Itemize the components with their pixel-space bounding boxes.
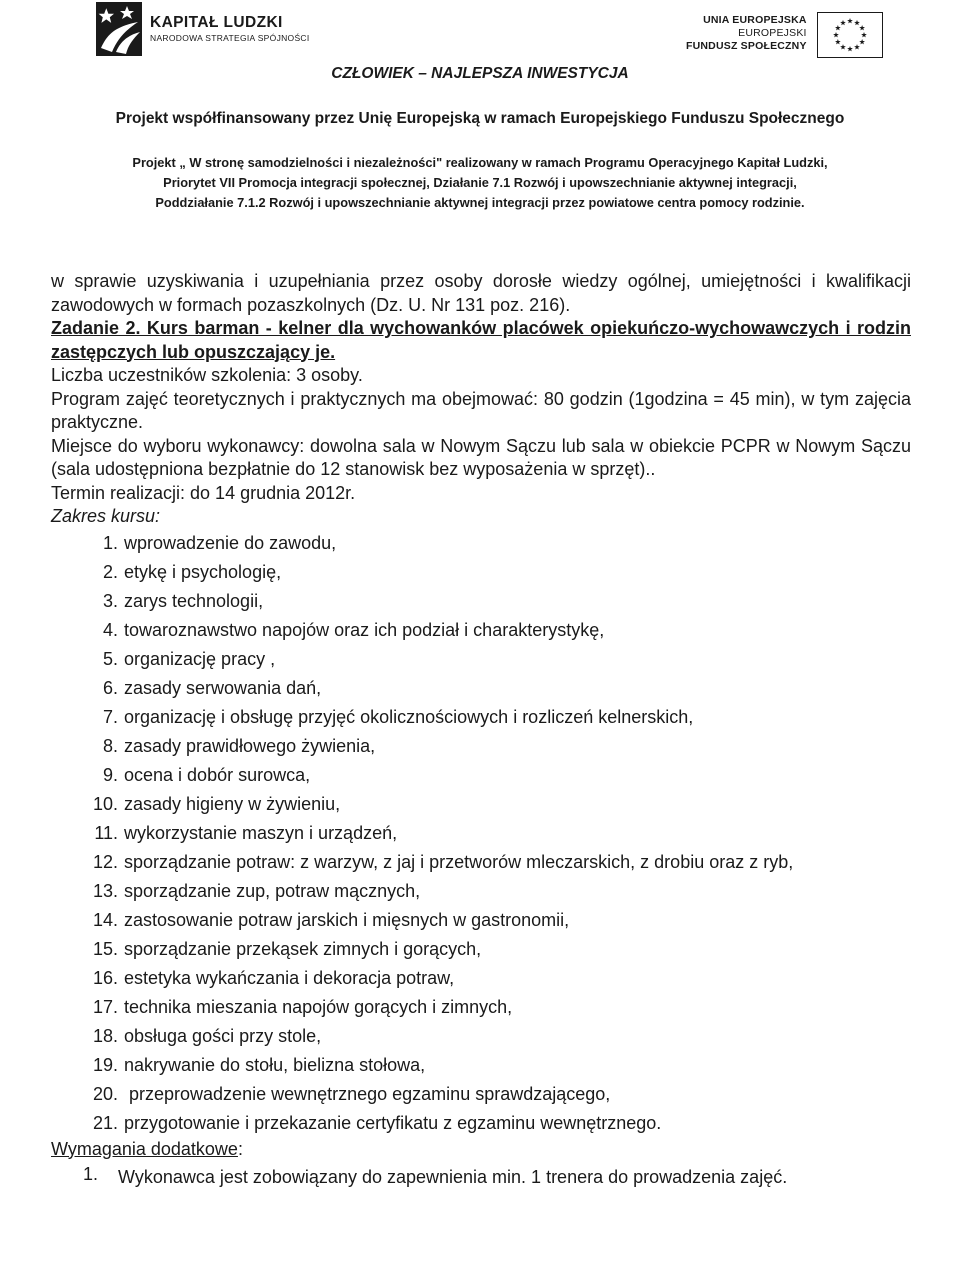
- scope-item-number: 1.: [102, 532, 118, 553]
- program-paragraph: Program zajęć teoretycznych i praktycznych ma obejmować: 80 godzin (1godzina = 45 min), w tym zajęcia praktyczne.: [51, 388, 911, 432]
- scope-item: [51, 732, 911, 761]
- scope-item-text: estetyka wykańczania i dekoracja potraw,: [124, 967, 455, 988]
- scope-label: Zakres kursu:: [51, 506, 161, 526]
- extra-item: [51, 1163, 911, 1192]
- scope-item: [51, 877, 911, 906]
- eu-flag-icon: [817, 12, 883, 58]
- scope-item-number: 15.: [92, 938, 118, 959]
- scope-item-text: sporządzanie przekąsek zimnych i gorących,: [124, 938, 482, 959]
- scope-item: [51, 790, 911, 819]
- document-body: [51, 270, 911, 1192]
- scope-item-text: zasady serwowania dań,: [124, 677, 322, 698]
- scope-item: [51, 906, 911, 935]
- extra-item-text: Wykonawca jest zobowiązany do zapewnienia min. 1 trenera do prowadzenia zajęć.: [118, 1167, 788, 1187]
- kapital-ludzki-logo: [96, 2, 310, 56]
- scope-item-text: wykorzystanie maszyn i urządzeń,: [124, 822, 398, 843]
- project-line-1: Projekt „ W stronę samodzielności i niezależności" realizowany w ramach Programu Operacyjnego Kapitał Ludzki,: [132, 155, 828, 170]
- scope-item-number: 5.: [102, 648, 118, 669]
- kl-subtitle: NARODOWA STRATEGIA SPÓJNOŚCI: [150, 33, 310, 43]
- scope-item-number: 8.: [102, 735, 118, 756]
- scope-item-number: 21.: [92, 1112, 118, 1133]
- scope-item: [51, 529, 911, 558]
- deadline-line: Termin realizacji: do 14 grudnia 2012r.: [51, 482, 356, 503]
- eu-logo: [686, 12, 883, 58]
- scope-list: [51, 529, 911, 1138]
- extra-colon: :: [237, 1138, 243, 1159]
- scope-item: [51, 558, 911, 587]
- scope-item-number: 17.: [92, 996, 118, 1017]
- ue-line-3: FUNDUSZ SPOŁECZNY: [686, 40, 807, 52]
- participants-line: Liczba uczestników szkolenia: 3 osoby.: [51, 365, 363, 385]
- scope-item-text: zasady higieny w żywieniu,: [124, 793, 341, 814]
- intro-paragraph: w sprawie uzyskiwania i uzupełniania przez osoby dorosłe wiedzy ogólnej, umiejętności i kwalifikacji zawodowych w formach pozaszkolnych (Dz. U. Nr 131 poz. 216).: [51, 271, 911, 315]
- scope-item-number: 12.: [92, 851, 118, 872]
- extra-label-line: [51, 1138, 911, 1162]
- scope-item: [51, 1109, 911, 1138]
- scope-item-text: technika mieszania napojów gorących i zimnych,: [124, 996, 513, 1017]
- extra-list: [51, 1163, 911, 1192]
- scope-item-number: 3.: [102, 590, 118, 611]
- scope-item-text: organizację i obsługę przyjęć okolicznościowych i rozliczeń kelnerskich,: [124, 706, 694, 727]
- cofinance-line: Projekt współfinansowany przez Unię Europejską w ramach Europejskiego Funduszu Społecznego: [115, 110, 845, 127]
- ue-line-1: UNIA EUROPEJSKA: [703, 14, 807, 26]
- location-paragraph: Miejsce do wyboru wykonawcy: dowolna sala w Nowym Sączu lub sala w obiekcie PCPR w Nowym Sączu (sala udostępniona bezpłatnie do 12 stanowisk bez wyposażenia w sprzęt)..: [51, 435, 911, 479]
- scope-item-number: 7.: [102, 706, 118, 727]
- scope-item-number: 2.: [102, 561, 118, 582]
- scope-item-text: sporządzanie zup, potraw mącznych,: [124, 880, 421, 901]
- scope-item: [51, 645, 911, 674]
- scope-item-number: 18.: [92, 1025, 118, 1046]
- scope-item-text: zarys technologii,: [124, 590, 264, 611]
- kapital-ludzki-logo-icon: [96, 2, 142, 56]
- scope-item-text: przeprowadzenie wewnętrznego egzaminu sprawdzającego,: [124, 1083, 611, 1104]
- scope-item-text: sporządzanie potraw: z warzyw, z jaj i przetworów mleczarskich, z drobiu oraz z ryb,: [124, 851, 794, 872]
- scope-item: [51, 587, 911, 616]
- task-title: Zadanie 2. Kurs barman - kelner dla wychowanków placówek opiekuńczo-wychowawczych i rodzin zastępczych lub opuszczający je.: [51, 318, 911, 362]
- scope-item: [51, 993, 911, 1022]
- scope-item-number: 16.: [92, 967, 118, 988]
- scope-item: [51, 674, 911, 703]
- scope-item-text: zasady prawidłowego żywienia,: [124, 735, 376, 756]
- scope-item: [51, 1051, 911, 1080]
- scope-item-number: 4.: [102, 619, 118, 640]
- scope-item: [51, 761, 911, 790]
- motto: CZŁOWIEK – NAJLEPSZA INWESTYCJA: [331, 65, 629, 82]
- scope-item-number: 10.: [92, 793, 118, 814]
- scope-item-text: obsługa gości przy stole,: [124, 1025, 322, 1046]
- scope-item-number: 19.: [92, 1054, 118, 1075]
- extra-label: Wymagania dodatkowe: [51, 1138, 238, 1159]
- scope-item-text: przygotowanie i przekazanie certyfikatu z egzaminu wewnętrznego.: [124, 1112, 662, 1133]
- scope-item: [51, 616, 911, 645]
- scope-item-text: organizację pracy ,: [124, 648, 276, 669]
- project-line-2: Priorytet VII Promocja integracji społecznej, Działanie 7.1 Rozwój i upowszechnianie aktywnej integracji,: [163, 175, 797, 190]
- scope-item: [51, 819, 911, 848]
- scope-item-text: etykę i psychologię,: [124, 561, 282, 582]
- scope-item-text: wprowadzenie do zawodu,: [124, 532, 337, 553]
- scope-item: [51, 1022, 911, 1051]
- scope-item-text: zastosowanie potraw jarskich i mięsnych w gastronomii,: [124, 909, 570, 930]
- scope-item: [51, 935, 911, 964]
- scope-item: [51, 848, 911, 877]
- scope-item: [51, 703, 911, 732]
- scope-item-number: 9.: [102, 764, 118, 785]
- scope-item-text: ocena i dobór surowca,: [124, 764, 311, 785]
- scope-item-number: 6.: [102, 677, 118, 698]
- ue-line-2: EUROPEJSKI: [738, 27, 807, 39]
- scope-item-number: 11.: [94, 822, 118, 843]
- scope-item-number: 14.: [92, 909, 118, 930]
- scope-item-text: towaroznawstwo napojów oraz ich podział i charakterystykę,: [124, 619, 605, 640]
- scope-item: [51, 964, 911, 993]
- document-header: [0, 0, 960, 215]
- scope-item: [51, 1080, 911, 1109]
- kl-title: KAPITAŁ LUDZKI: [150, 14, 283, 31]
- project-line-3: Poddziałanie 7.1.2 Rozwój i upowszechnianie aktywnej integracji przez powiatowe centra pomocy rodzinie.: [155, 195, 805, 210]
- scope-item-number: 13.: [92, 880, 118, 901]
- extra-item-number: 1.: [82, 1164, 98, 1184]
- scope-item-text: nakrywanie do stołu, bielizna stołowa,: [124, 1054, 426, 1075]
- scope-item-number: 20.: [92, 1083, 118, 1104]
